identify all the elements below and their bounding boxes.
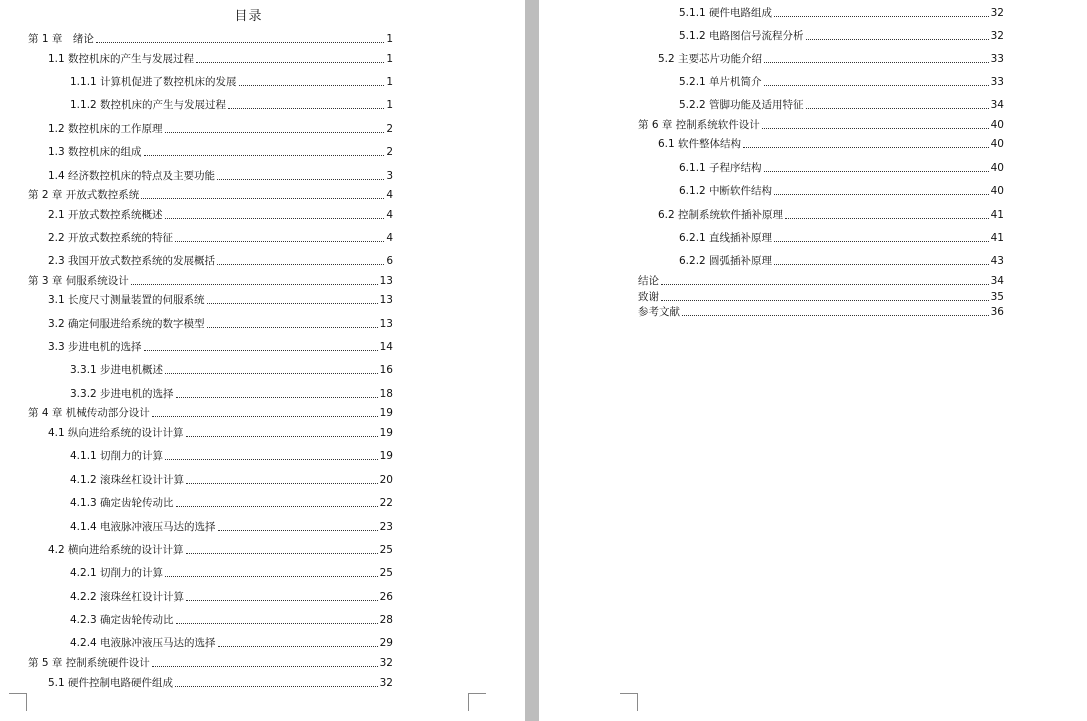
toc-page-number: 19 bbox=[379, 427, 393, 439]
toc-subsection-entry[interactable] bbox=[679, 73, 1004, 89]
toc-page-number: 33 bbox=[990, 53, 1004, 65]
toc-page-number: 3 bbox=[386, 170, 393, 182]
toc-subsection-entry[interactable] bbox=[679, 4, 1004, 20]
toc-subsection-entry[interactable] bbox=[70, 385, 393, 401]
toc-page-number: 13 bbox=[379, 275, 393, 287]
toc-entry-title: 4.2 横向进给系统的设计计算 bbox=[48, 544, 184, 556]
toc-dot-leader bbox=[176, 397, 378, 398]
toc-page-number: 1 bbox=[386, 76, 393, 88]
toc-entry-title: 2.2 开放式数控系统的特征 bbox=[48, 232, 174, 244]
toc-subsection-entry[interactable] bbox=[70, 634, 393, 650]
toc-entry-title: 第 5 章 控制系统硬件设计 bbox=[28, 657, 150, 669]
toc-page-number: 32 bbox=[990, 7, 1004, 19]
toc-section-entry[interactable] bbox=[658, 50, 1004, 66]
toc-entry-title: 4.2.4 电液脉冲液压马达的选择 bbox=[70, 637, 216, 649]
toc-page-number: 40 bbox=[990, 185, 1004, 197]
toc-dot-leader bbox=[176, 506, 378, 507]
toc-entry-title: 1.1.2 数控机床的产生与发展过程 bbox=[70, 99, 227, 111]
toc-dot-leader bbox=[218, 530, 378, 531]
toc-subsection-entry[interactable] bbox=[679, 182, 1004, 198]
toc-chapter-entry[interactable] bbox=[638, 288, 1004, 304]
toc-dot-leader bbox=[682, 315, 989, 316]
toc-page-number: 13 bbox=[379, 294, 393, 306]
toc-page-number: 32 bbox=[990, 30, 1004, 42]
toc-dot-leader bbox=[217, 179, 384, 180]
toc-entry-title: 4.1 纵向进给系统的设计计算 bbox=[48, 427, 184, 439]
toc-chapter-entry[interactable] bbox=[28, 186, 393, 202]
toc-entry-title: 1.3 数控机床的组成 bbox=[48, 146, 142, 158]
toc-dot-leader bbox=[165, 373, 378, 374]
toc-dot-leader bbox=[144, 155, 385, 156]
toc-subsection-entry[interactable] bbox=[70, 96, 393, 112]
toc-dot-leader bbox=[774, 194, 989, 195]
toc-entry-title: 6.1 软件整体结构 bbox=[658, 138, 742, 150]
toc-subsection-entry[interactable] bbox=[679, 27, 1004, 43]
toc-section-entry[interactable] bbox=[48, 315, 393, 331]
toc-entry-title: 2.1 开放式数控系统概述 bbox=[48, 209, 163, 221]
toc-dot-leader bbox=[165, 459, 378, 460]
toc-dot-leader bbox=[165, 132, 385, 133]
toc-page-number: 2 bbox=[386, 123, 393, 135]
toc-dot-leader bbox=[661, 300, 989, 301]
toc-dot-leader bbox=[774, 264, 989, 265]
toc-section-entry[interactable] bbox=[658, 135, 1004, 151]
toc-dot-leader bbox=[774, 16, 989, 17]
toc-entry-title: 6.1.2 中断软件结构 bbox=[679, 185, 773, 197]
toc-section-entry[interactable] bbox=[48, 338, 393, 354]
toc-entry-title: 4.2.3 确定齿轮传动比 bbox=[70, 614, 174, 626]
toc-dot-leader bbox=[152, 666, 378, 667]
toc-dot-leader bbox=[743, 147, 989, 148]
toc-entry-title: 第 6 章 控制系统软件设计 bbox=[638, 119, 760, 131]
document-page-right bbox=[539, 0, 1087, 721]
toc-entry-title: 第 4 章 机械传动部分设计 bbox=[28, 407, 150, 419]
toc-title: 目录 bbox=[234, 9, 263, 24]
toc-subsection-entry[interactable] bbox=[70, 73, 393, 89]
toc-subsection-entry[interactable] bbox=[70, 588, 393, 604]
toc-subsection-entry[interactable] bbox=[70, 447, 393, 463]
toc-dot-leader bbox=[207, 327, 378, 328]
toc-subsection-entry[interactable] bbox=[70, 518, 393, 534]
toc-entry-title: 致谢 bbox=[638, 291, 659, 303]
toc-section-entry[interactable] bbox=[48, 291, 393, 307]
toc-dot-leader bbox=[806, 108, 989, 109]
toc-page-number: 43 bbox=[990, 255, 1004, 267]
toc-entry-title: 结论 bbox=[638, 275, 659, 287]
toc-page-number: 40 bbox=[990, 162, 1004, 174]
toc-dot-leader bbox=[144, 350, 378, 351]
toc-section-entry[interactable] bbox=[48, 674, 393, 690]
toc-page-number: 34 bbox=[990, 275, 1004, 287]
toc-section-entry[interactable] bbox=[658, 206, 1004, 222]
toc-subsection-entry[interactable] bbox=[70, 494, 393, 510]
toc-dot-leader bbox=[806, 39, 989, 40]
toc-page-number: 29 bbox=[379, 637, 393, 649]
toc-entry-title: 6.2.2 圆弧插补原理 bbox=[679, 255, 773, 267]
toc-subsection-entry[interactable] bbox=[70, 564, 393, 580]
toc-dot-leader bbox=[762, 128, 989, 129]
toc-page-number: 4 bbox=[386, 232, 393, 244]
toc-entry-title: 5.2.1 单片机简介 bbox=[679, 76, 762, 88]
toc-chapter-entry[interactable] bbox=[28, 30, 393, 46]
toc-entry-title: 1.1 数控机床的产生与发展过程 bbox=[48, 53, 195, 65]
toc-page-number: 34 bbox=[990, 99, 1004, 111]
toc-dot-leader bbox=[764, 85, 989, 86]
toc-subsection-entry[interactable] bbox=[679, 229, 1004, 245]
page-corner-mark bbox=[9, 693, 27, 711]
toc-entry-title: 1.4 经济数控机床的特点及主要功能 bbox=[48, 170, 216, 182]
toc-dot-leader bbox=[239, 85, 385, 86]
toc-chapter-entry[interactable] bbox=[28, 404, 393, 420]
toc-page-number: 19 bbox=[379, 407, 393, 419]
toc-entry-title: 5.1.2 电路图信号流程分析 bbox=[679, 30, 804, 42]
toc-entry-title: 1.1.1 计算机促进了数控机床的发展 bbox=[70, 76, 237, 88]
toc-entry-title: 1.2 数控机床的工作原理 bbox=[48, 123, 163, 135]
toc-entry-title: 3.1 长度尺寸测量装置的伺服系统 bbox=[48, 294, 205, 306]
toc-chapter-entry[interactable] bbox=[28, 654, 393, 670]
toc-section-entry[interactable] bbox=[48, 50, 393, 66]
toc-dot-leader bbox=[764, 171, 989, 172]
toc-entry-title: 5.2.2 管脚功能及适用特征 bbox=[679, 99, 804, 111]
toc-dot-leader bbox=[228, 108, 384, 109]
toc-dot-leader bbox=[165, 218, 385, 219]
toc-entry-title: 3.3.1 步进电机概述 bbox=[70, 364, 164, 376]
toc-subsection-entry[interactable] bbox=[70, 471, 393, 487]
toc-entry-title: 2.3 我国开放式数控系统的发展概括 bbox=[48, 255, 216, 267]
toc-entry-title: 4.1.2 滚珠丝杠设计计算 bbox=[70, 474, 185, 486]
toc-section-entry[interactable] bbox=[48, 424, 393, 440]
toc-entry-title: 6.2 控制系统软件插补原理 bbox=[658, 209, 784, 221]
toc-dot-leader bbox=[141, 198, 384, 199]
toc-dot-leader bbox=[131, 284, 378, 285]
toc-dot-leader bbox=[175, 241, 384, 242]
toc-page-number: 40 bbox=[990, 119, 1004, 131]
page-corner-mark bbox=[468, 693, 486, 711]
toc-dot-leader bbox=[785, 218, 989, 219]
toc-page-number: 14 bbox=[379, 341, 393, 353]
toc-page-number: 1 bbox=[386, 33, 393, 45]
toc-page-number: 25 bbox=[379, 567, 393, 579]
toc-page-number: 4 bbox=[386, 209, 393, 221]
toc-dot-leader bbox=[152, 416, 378, 417]
toc-page-number: 13 bbox=[379, 318, 393, 330]
toc-dot-leader bbox=[186, 553, 378, 554]
toc-entry-title: 4.2.1 切削力的计算 bbox=[70, 567, 164, 579]
toc-entry-title: 4.1.1 切削力的计算 bbox=[70, 450, 164, 462]
toc-subsection-entry[interactable] bbox=[679, 159, 1004, 175]
toc-page-number: 20 bbox=[379, 474, 393, 486]
toc-entry-title: 4.1.3 确定齿轮传动比 bbox=[70, 497, 174, 509]
toc-page-number: 1 bbox=[386, 53, 393, 65]
toc-dot-leader bbox=[207, 303, 378, 304]
document-page-left bbox=[0, 0, 525, 721]
toc-dot-leader bbox=[176, 623, 378, 624]
toc-dot-leader bbox=[186, 436, 378, 437]
toc-dot-leader bbox=[217, 264, 384, 265]
toc-dot-leader bbox=[196, 62, 384, 63]
toc-subsection-entry[interactable] bbox=[70, 611, 393, 627]
toc-chapter-entry[interactable] bbox=[638, 272, 1004, 288]
toc-subsection-entry[interactable] bbox=[679, 252, 1004, 268]
toc-section-entry[interactable] bbox=[48, 252, 393, 268]
page-gap bbox=[525, 0, 539, 721]
toc-section-entry[interactable] bbox=[48, 206, 393, 222]
toc-page-number: 28 bbox=[379, 614, 393, 626]
toc-page-number: 1 bbox=[386, 99, 393, 111]
toc-page-number: 4 bbox=[386, 189, 393, 201]
toc-dot-leader bbox=[764, 62, 989, 63]
toc-section-entry[interactable] bbox=[48, 541, 393, 557]
toc-page-number: 2 bbox=[386, 146, 393, 158]
toc-page-number: 18 bbox=[379, 388, 393, 400]
toc-page-number: 22 bbox=[379, 497, 393, 509]
toc-dot-leader bbox=[186, 600, 378, 601]
toc-dot-leader bbox=[661, 284, 989, 285]
toc-entry-title: 3.3 步进电机的选择 bbox=[48, 341, 142, 353]
toc-entry-title: 5.1.1 硬件电路组成 bbox=[679, 7, 773, 19]
toc-entry-title: 第 1 章 绪论 bbox=[28, 33, 94, 45]
toc-entry-title: 3.3.2 步进电机的选择 bbox=[70, 388, 174, 400]
page-corner-mark bbox=[620, 693, 638, 711]
toc-entry-title: 参考文献 bbox=[638, 306, 680, 318]
toc-page-number: 19 bbox=[379, 450, 393, 462]
toc-page-number: 23 bbox=[379, 521, 393, 533]
toc-entry-title: 第 2 章 开放式数控系统 bbox=[28, 189, 140, 201]
toc-chapter-entry[interactable] bbox=[638, 303, 1004, 319]
toc-page-number: 32 bbox=[379, 657, 393, 669]
toc-page-number: 41 bbox=[990, 209, 1004, 221]
toc-dot-leader bbox=[218, 646, 378, 647]
toc-page-number: 33 bbox=[990, 76, 1004, 88]
toc-page-number: 36 bbox=[990, 306, 1004, 318]
toc-entry-title: 5.2 主要芯片功能介绍 bbox=[658, 53, 763, 65]
toc-page-number: 6 bbox=[386, 255, 393, 267]
toc-dot-leader bbox=[96, 42, 384, 43]
toc-section-entry[interactable] bbox=[48, 167, 393, 183]
toc-page-number: 25 bbox=[379, 544, 393, 556]
toc-dot-leader bbox=[186, 483, 378, 484]
toc-entry-title: 6.2.1 直线插补原理 bbox=[679, 232, 773, 244]
toc-entry-title: 3.2 确定伺服进给系统的数字模型 bbox=[48, 318, 205, 330]
toc-subsection-entry[interactable] bbox=[679, 96, 1004, 112]
toc-section-entry[interactable] bbox=[48, 229, 393, 245]
toc-page-number: 26 bbox=[379, 591, 393, 603]
toc-page-number: 41 bbox=[990, 232, 1004, 244]
toc-dot-leader bbox=[774, 241, 989, 242]
toc-section-entry[interactable] bbox=[48, 120, 393, 136]
toc-chapter-entry[interactable] bbox=[28, 272, 393, 288]
toc-page-number: 40 bbox=[990, 138, 1004, 150]
toc-page-number: 32 bbox=[379, 677, 393, 689]
toc-entry-title: 4.2.2 滚珠丝杠设计计算 bbox=[70, 591, 185, 603]
toc-entry-title: 5.1 硬件控制电路硬件组成 bbox=[48, 677, 174, 689]
toc-entry-title: 6.1.1 子程序结构 bbox=[679, 162, 762, 174]
toc-entry-title: 4.1.4 电液脉冲液压马达的选择 bbox=[70, 521, 216, 533]
toc-dot-leader bbox=[165, 576, 378, 577]
toc-page-number: 35 bbox=[990, 291, 1004, 303]
toc-chapter-entry[interactable] bbox=[638, 116, 1004, 132]
toc-section-entry[interactable] bbox=[48, 143, 393, 159]
toc-page-number: 16 bbox=[379, 364, 393, 376]
toc-dot-leader bbox=[175, 686, 378, 687]
toc-entry-title: 第 3 章 伺服系统设计 bbox=[28, 275, 129, 287]
toc-subsection-entry[interactable] bbox=[70, 361, 393, 377]
